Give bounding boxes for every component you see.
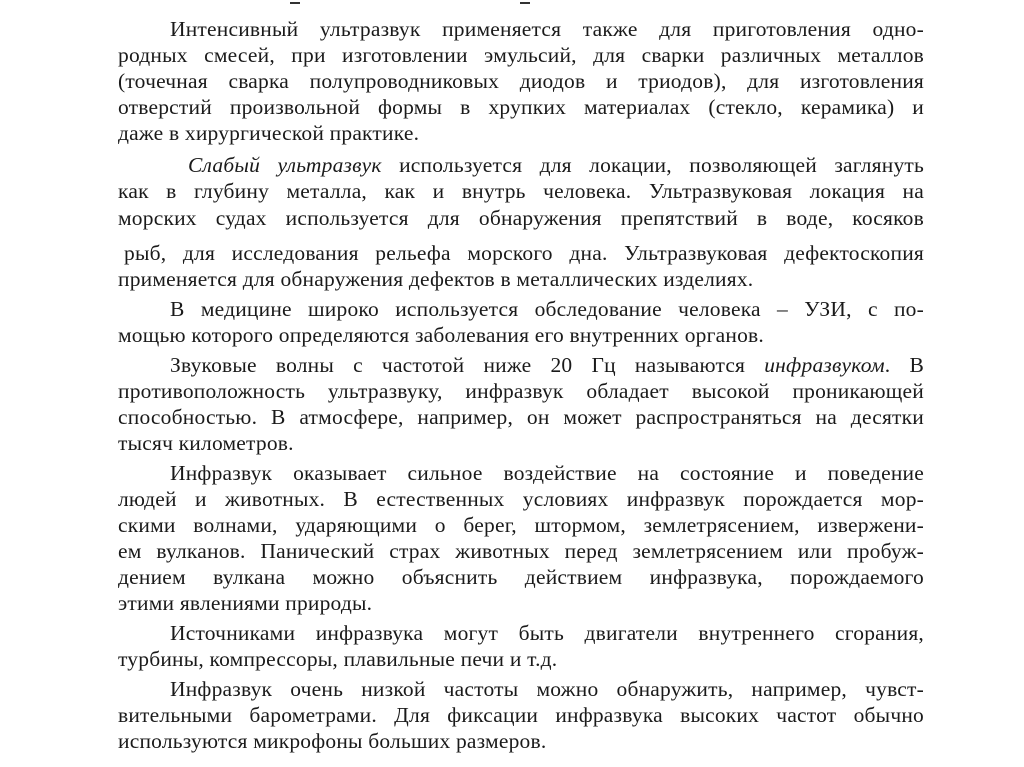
text-line: скими волнами, ударяющими о берег, штормом, землетрясением, извержени- — [118, 513, 924, 537]
edge-mark — [290, 2, 300, 4]
text-line: турбины, компрессоры, плавильные печи и т.д. — [118, 647, 558, 671]
text-span: Звуковые волны с частотой ниже 20 Гц называются — [170, 353, 765, 377]
text-line: людей и животных. В естественных условиях инфразвук порождается мор- — [118, 487, 924, 511]
edge-mark — [520, 2, 530, 4]
top-edge-marks — [0, 0, 1024, 8]
text-line: вительными барометрами. Для фиксации инфразвука высоких частот обычно — [118, 703, 924, 727]
text-line: применяется для обнаружения дефектов в металлических изделиях. — [118, 267, 754, 291]
text-line: Источниками инфразвука могут быть двигатели внутреннего сгорания, — [170, 621, 924, 645]
text-line: родных смесей, при изготовлении эмульсий, для сварки различных металлов — [118, 43, 924, 67]
text-line: Интенсивный ультразвук применяется также для приготовления одно- — [170, 17, 924, 41]
text-line: морских судах используется для обнаружения препятствий в воде, косяков — [118, 206, 924, 230]
text-line: Инфразвук очень низкой частоты можно обнаружить, например, чувст- — [170, 677, 924, 701]
text-line: мощью которого определяются заболевания его внутренних органов. — [118, 323, 764, 347]
text-line: даже в хирургической практике. — [118, 121, 420, 145]
text-span: . В — [884, 353, 924, 377]
text-line: ем вулканов. Панический страх животных перед землетрясением или пробуж- — [118, 539, 924, 563]
text-line: способностью. В атмосфере, например, он может распространяться на десятки — [118, 405, 924, 429]
italic-term: инфразвуком — [764, 353, 885, 377]
text-line: тысяч километров. — [118, 431, 294, 455]
text-line: отверстий произвольной формы в хрупких материалах (стекло, керамика) и — [118, 95, 924, 119]
italic-term: Слабый ультразвук — [188, 153, 382, 177]
text-line: В медицине широко используется обследование человека – УЗИ, с по- — [170, 297, 924, 321]
text-line: (точечная сварка полупроводниковых диодов и триодов), для изготовления — [118, 69, 924, 93]
text-line: дением вулкана можно объяснить действием инфразвука, порождаемого — [118, 565, 924, 589]
text-line: как в глубину металла, как и внутрь человека. Ультразвуковая локация на — [118, 179, 924, 203]
text-line — [170, 352, 924, 378]
text-span: используется для локации, позволяющей заглянуть — [381, 153, 924, 177]
text-line: противоположность ультразвуку, инфразвук обладает высокой проникающей — [118, 379, 924, 403]
text-line: этими явлениями природы. — [118, 591, 373, 615]
text-line: используются микрофоны больших размеров. — [118, 729, 547, 753]
text-line — [188, 152, 924, 178]
text-line: рыб, для исследования рельефа морского дна. Ультразвуковая дефектоскопия — [124, 241, 924, 265]
text-line: Инфразвук оказывает сильное воздействие на состояние и поведение — [170, 461, 924, 485]
